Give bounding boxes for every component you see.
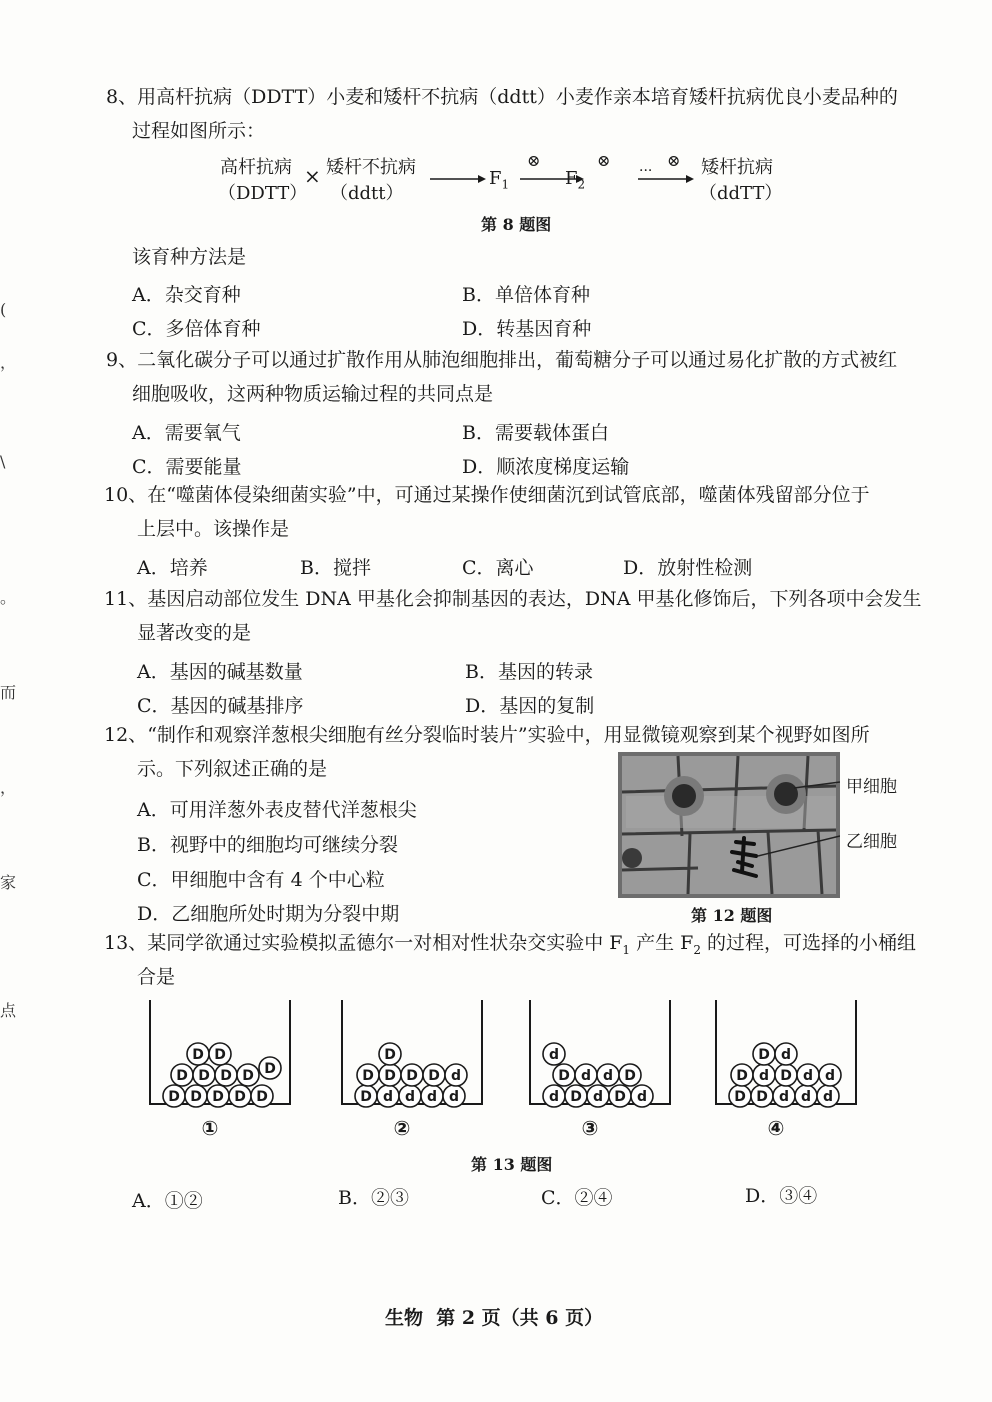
selfing-symbol: ⊗	[667, 151, 681, 170]
ball-label: d	[426, 1089, 438, 1105]
option-d[interactable]: D．③④	[745, 1185, 818, 1207]
ball-label: d	[592, 1089, 604, 1105]
margin-mark: (	[0, 300, 7, 319]
option-b[interactable]: B．②③	[338, 1187, 409, 1209]
ball-label: d	[800, 1089, 812, 1105]
question-text: 示。下列叙述正确的是	[137, 758, 328, 780]
question-text: 用高杆抗病（DDTT）小麦和矮杆不抗病（ddtt）小麦作亲本培育矮杆抗病优良小麦品种的	[137, 86, 898, 108]
question-8-line1	[106, 80, 898, 114]
result-genotype: （ddTT）	[699, 183, 783, 204]
margin-mark: 而	[0, 683, 17, 702]
ball-label: D	[558, 1068, 570, 1084]
option-b[interactable]: B．单倍体育种	[462, 284, 590, 306]
margin-mark: \	[0, 452, 6, 471]
option-d[interactable]: D．顺浓度梯度运输	[462, 456, 630, 478]
option-c[interactable]: C．②④	[541, 1187, 613, 1209]
question-9-line1	[106, 343, 897, 377]
margin-mark: 家	[0, 873, 17, 892]
ball-label: d	[802, 1068, 814, 1084]
bucket	[150, 1000, 290, 1140]
question-11-line1	[104, 582, 921, 616]
option-c[interactable]: C．多倍体育种	[132, 318, 261, 340]
bucket-label: ③	[581, 1116, 599, 1140]
question-number: 10、	[104, 484, 148, 506]
ball-label: d	[450, 1068, 462, 1084]
ball-label: d	[580, 1068, 592, 1084]
margin-mark: ，	[0, 353, 17, 372]
option-a[interactable]: A．①②	[132, 1190, 203, 1212]
question-text: 上层中。该操作是	[137, 518, 290, 540]
ball-label: d	[548, 1047, 560, 1063]
question-text: 基因启动部位发生 DNA 甲基化会抑制基因的表达，DNA 甲基化修饰后，下列各项中会发生	[147, 588, 922, 610]
label-yi-cell: 乙细胞	[846, 832, 897, 852]
bucket	[530, 1000, 670, 1140]
question-stem: 该育种方法是	[132, 246, 247, 268]
ball-label: D	[362, 1068, 374, 1084]
question-number: 11、	[104, 588, 148, 610]
ball-label: D	[242, 1068, 254, 1084]
arrow-icon	[430, 175, 486, 183]
page-footer: 生物 第 2 页（共 6 页）	[385, 1307, 604, 1329]
ball-label: D	[614, 1089, 626, 1105]
option-a[interactable]: A．基因的碱基数量	[137, 661, 303, 683]
question-text: 过程如图所示：	[132, 120, 266, 142]
question-number: 12、	[104, 724, 148, 746]
ball-label: d	[758, 1068, 770, 1084]
margin-mark: ，	[0, 778, 17, 797]
ball-label: D	[756, 1089, 768, 1105]
selfing-symbol: ⊗	[597, 151, 611, 170]
option-c[interactable]: C．需要能量	[132, 456, 242, 478]
ball-label: D	[428, 1068, 440, 1084]
f2-label: $F_2$	[565, 168, 586, 192]
option-a[interactable]: A．培养	[137, 557, 208, 579]
ball-label: D	[736, 1068, 748, 1084]
option-c[interactable]: C．离心	[462, 557, 534, 579]
scheme-arrows	[428, 155, 698, 195]
ball-label: d	[778, 1089, 790, 1105]
parent1-genotype: （DDTT）	[218, 183, 308, 204]
ball-label: D	[384, 1068, 396, 1084]
result-name: 矮杆抗病	[701, 157, 773, 178]
option-b[interactable]: B．需要载体蛋白	[462, 422, 609, 444]
ball-label: D	[192, 1047, 204, 1063]
ball-label: D	[176, 1068, 188, 1084]
figure-caption: 第 8 题图	[481, 215, 552, 234]
option-d[interactable]: D．基因的复制	[465, 695, 595, 717]
ball-label: D	[212, 1089, 224, 1105]
ball-label: D	[780, 1068, 792, 1084]
micrograph-image	[618, 752, 840, 898]
ball-label: D	[758, 1047, 770, 1063]
question-text: 细胞吸收，这两种物质运输过程的共同点是	[132, 383, 494, 405]
buckets-figure	[130, 990, 890, 1150]
ball-label: d	[382, 1089, 394, 1105]
option-d[interactable]: D．放射性检测	[623, 557, 753, 579]
ball-label: D	[234, 1089, 246, 1105]
ball-label: D	[570, 1089, 582, 1105]
figure-caption: 第 13 题图	[471, 1155, 553, 1174]
ball-label: D	[624, 1068, 636, 1084]
bucket	[716, 1000, 856, 1140]
cross-symbol: ×	[304, 164, 321, 188]
option-b[interactable]: B．视野中的细胞均可继续分裂	[137, 834, 398, 856]
option-a[interactable]: A．杂交育种	[132, 284, 241, 306]
question-text: 在“噬菌体侵染细菌实验”中，可通过某操作使细菌沉到试管底部，噬菌体残留部分位于	[147, 484, 870, 506]
question-12-line1	[104, 718, 870, 752]
question-13-line1: 13、某同学欲通过实验模拟孟德尔一对相对性状杂交实验中 $F_1$ 产生 $F_2$ 的过程，可选择的小桶组	[104, 932, 917, 957]
label-jia-cell: 甲细胞	[846, 777, 897, 797]
ball-label: D	[264, 1061, 276, 1077]
ball-label: d	[824, 1068, 836, 1084]
question-text: 合是	[137, 966, 176, 988]
ball-label: D	[406, 1068, 418, 1084]
parent1-name: 高杆抗病	[220, 157, 292, 178]
option-c[interactable]: C．甲细胞中含有 4 个中心粒	[137, 869, 385, 891]
margin-mark: 点	[0, 1001, 17, 1020]
figure-caption: 第 12 题图	[691, 906, 773, 925]
ball-label: D	[384, 1047, 396, 1063]
margin-mark: 。	[0, 588, 17, 607]
option-d[interactable]: D．乙细胞所处时期为分裂中期	[137, 903, 400, 925]
ball-label: d	[636, 1089, 648, 1105]
question-number: 8、	[106, 86, 138, 108]
question-text: “制作和观察洋葱根尖细胞有丝分裂临时装片”实验中，用显微镜观察到某个视野如图所	[147, 724, 870, 746]
question-text: 显著改变的是	[137, 622, 252, 644]
question-number: 9、	[106, 349, 138, 371]
option-b[interactable]: B．搅拌	[300, 557, 371, 579]
question-10-line1	[104, 478, 870, 512]
bucket-label: ①	[201, 1116, 219, 1140]
ball-label: d	[404, 1089, 416, 1105]
question-text: 二氧化碳分子可以通过扩散作用从肺泡细胞排出，葡萄糖分子可以通过易化扩散的方式被红	[137, 349, 898, 371]
ball-label: D	[360, 1089, 372, 1105]
ball-label: D	[198, 1068, 210, 1084]
ball-label: D	[256, 1089, 268, 1105]
parent2-genotype: （ddtt）	[330, 183, 404, 204]
ball-label: d	[448, 1089, 460, 1105]
bucket-label: ②	[393, 1116, 411, 1140]
ball-label: D	[220, 1068, 232, 1084]
bucket	[342, 1000, 482, 1140]
option-d[interactable]: D．转基因育种	[462, 318, 592, 340]
ball-label: d	[602, 1068, 614, 1084]
option-c[interactable]: C．基因的碱基排序	[137, 695, 304, 717]
ball-label: D	[734, 1089, 746, 1105]
option-b[interactable]: B．基因的转录	[465, 661, 593, 683]
option-a[interactable]: A．可用洋葱外表皮替代洋葱根尖	[137, 799, 417, 821]
bucket-label: ④	[767, 1116, 785, 1140]
ball-label: D	[190, 1089, 202, 1105]
ball-label: d	[548, 1089, 560, 1105]
ball-label: d	[780, 1047, 792, 1063]
ball-label: d	[822, 1089, 834, 1105]
option-a[interactable]: A．需要氧气	[132, 422, 241, 444]
f1-label: $F_1$	[489, 168, 510, 192]
ball-label: D	[168, 1089, 180, 1105]
ball-label: D	[214, 1047, 226, 1063]
parent2-name: 矮杆不抗病	[326, 157, 416, 178]
selfing-symbol: ⊗	[527, 151, 541, 170]
question-number: 13、	[104, 932, 148, 954]
ellipsis: ···	[639, 163, 653, 179]
